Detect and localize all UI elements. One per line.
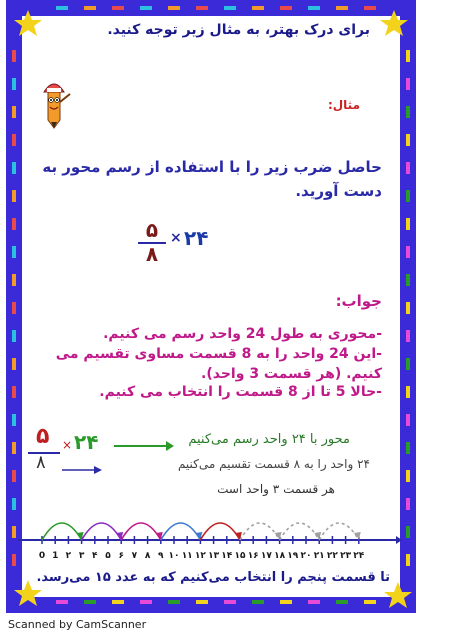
tick-label: ۶	[118, 551, 124, 561]
tick-label: ۱۷	[260, 551, 272, 561]
number-line	[12, 508, 402, 570]
tick-label: ۳	[78, 551, 85, 561]
fraction-numerator: ۵	[145, 218, 159, 242]
example-label: مثال:	[327, 98, 360, 112]
handwritten-whole: ۲۴	[74, 430, 99, 454]
handwritten-denominator: ۸	[36, 452, 46, 473]
conclusion-text: تا قسمت پنجم را انتخاب می‌کنیم که به عدد ۱۵ می‌رسد.	[36, 570, 390, 585]
jump-arc	[42, 523, 82, 540]
tick-label: ۱۱	[181, 551, 193, 561]
tick-label: ۱۸	[274, 551, 286, 561]
axis-arrowhead	[396, 536, 402, 544]
whole-number: ۲۴	[184, 226, 209, 250]
tick-label: ۱۵	[234, 551, 246, 561]
step-line-4: -حالا 5 تا از 8 قسمت را انتخاب می کنیم.	[99, 384, 382, 400]
answer-label: جواب:	[335, 292, 382, 310]
jump-arc	[280, 523, 320, 540]
tick-label: ۴	[92, 551, 98, 561]
tick-label: ۱۲	[194, 551, 206, 561]
tick-label: ۵	[105, 551, 111, 561]
tick-label: 1	[52, 551, 59, 561]
question-line-2: دست آورید.	[295, 182, 382, 200]
tick-label: ۱۳	[208, 551, 220, 561]
scanner-watermark: Scanned by CamScanner	[8, 618, 147, 631]
step-line-1: -محوری به طول 24 واحد رسم می کنیم.	[103, 326, 382, 342]
intro-text: برای درک بهتر، به مثال زیر توجه کنید.	[107, 22, 370, 38]
question-line-1: حاصل ضرب زیر را با استفاده از رسم محور به	[42, 158, 382, 176]
tick-label: ۲۳	[340, 551, 352, 561]
tick-label: 0	[38, 551, 46, 561]
jump-arc	[121, 523, 161, 540]
tick-label: ۲۰	[300, 551, 312, 561]
jump-arc	[82, 523, 122, 540]
handwritten-numerator: ۵	[36, 424, 50, 449]
step-line-2: -این 24 واحد را به 8 قسمت مساوی تقسیم می	[55, 346, 382, 362]
tick-label: ۱۶	[247, 551, 259, 561]
handwritten-line-3: هر قسمت ۳ واحد است	[217, 482, 335, 496]
tick-label: ۲۱	[313, 551, 325, 561]
fraction-denominator: ۸	[145, 242, 159, 266]
jump-arc	[161, 523, 201, 540]
green-arrow-icon	[114, 440, 174, 452]
blue-arrow-icon	[62, 464, 102, 476]
times-sign: ×	[170, 230, 182, 246]
handwritten-fraction	[24, 424, 174, 476]
tick-label: ۱۰	[168, 551, 180, 561]
tick-label: ۹	[158, 551, 164, 561]
jump-arc	[240, 523, 280, 540]
handwritten-times-sign: ×	[62, 438, 73, 452]
jump-arrowhead	[354, 532, 361, 539]
handwritten-line-1: محور با ۲۴ واحد رسم می‌کنیم	[188, 432, 350, 447]
jump-arc	[200, 523, 240, 540]
tick-label: ۸	[144, 551, 151, 561]
tick-label: ۲۲	[326, 551, 338, 561]
tick-label: ۱۴	[221, 551, 233, 561]
handwritten-line-2: ۲۴ واحد را به ۸ قسمت تقسیم می‌کنیم	[177, 457, 370, 471]
jump-arc	[319, 523, 359, 540]
tick-label: ۷	[131, 551, 138, 561]
step-line-3: کنیم. (هر قسمت 3 واحد).	[201, 366, 382, 382]
tick-label: ۲	[65, 551, 72, 561]
tick-label: ۲۴	[353, 551, 365, 561]
tick-label: ۱۹	[287, 551, 299, 561]
